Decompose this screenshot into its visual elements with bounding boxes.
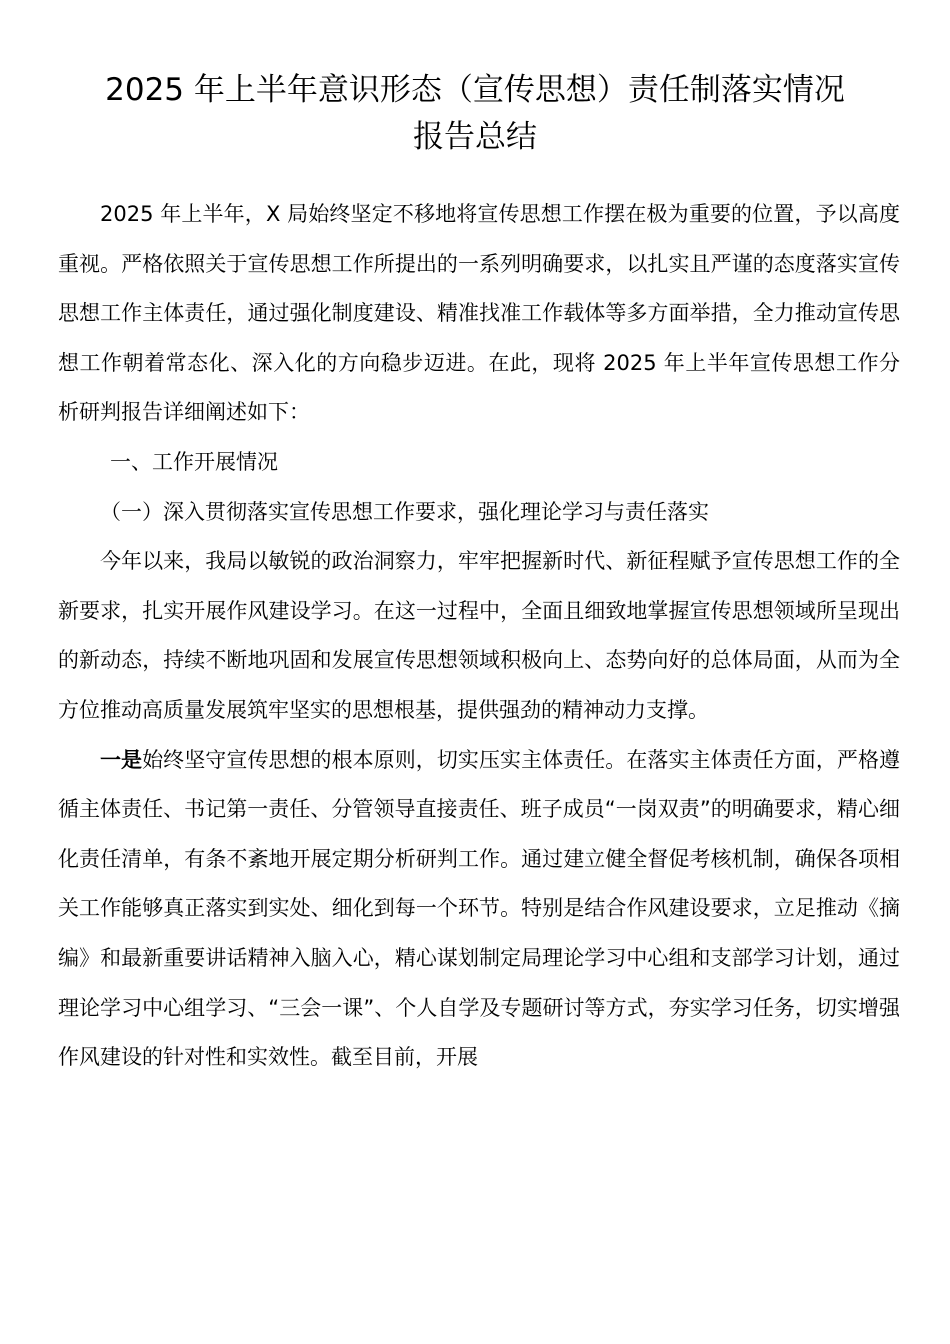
section-heading-1: 一、工作开展情况: [110, 449, 278, 474]
document-title-line1: 2025 年上半年意识形态（宣传思想）责任制落实情况: [105, 72, 845, 108]
document-title-line2: 报告总结: [413, 119, 537, 155]
subsection-heading-1: （一）深入贯彻落实宣传思想工作要求，强化理论学习与责任落实: [100, 499, 709, 524]
body-paragraph-2: [58, 736, 900, 1083]
body-paragraph-1: 今年以来，我局以敏锐的政治洞察力，牢牢把握新时代、新征程赋予宣传思想工作的全新要求，扎实开展作风建设学习。在这一过程中，全面且细致地掌握宣传思想领域所呈现出的新动态，持续不断地巩固和发展宣传思想领域积极向上、态势向好的总体局面，从而为全方位推动高质量发展筑牢坚实的思想根基，提供强劲的精神动力支撑。: [58, 549, 900, 722]
paragraph-2-text: 始终坚守宣传思想的根本原则，切实压实主体责任。在落实主体责任方面，严格遵循主体责任、书记第一责任、分管领导直接责任、班子成员“一岗双责”的明确要求，精心细化责任清单，有条不紊地开展定期分析研判工作。通过建立健全督促考核机制，确保各项相关工作能够真正落实到实处、细化到每一个环节。特别是结合作风建设要求，立足推动《摘编》和最新重要讲话精神入脑入心，精心谋划制定局理论学习中心组和支部学习计划，通过理论学习中心组学习、“三会一课”、个人自学及专题研讨等方式，夯实学习任务，切实增强作风建设的针对性和实效性。截至目前，开展: [58, 747, 900, 1070]
intro-paragraph: 2025 年上半年，X 局始终坚定不移地将宣传思想工作摆在极为重要的位置，予以高度重视。严格依照关于宣传思想工作所提出的一系列明确要求，以扎实且严谨的态度落实宣传思想工作主体责任，通过强化制度建设、精准找准工作载体等多方面举措，全力推动宣传思想工作朝着常态化、深入化的方向稳步迈进。在此，现将 2025 年上半年宣传思想工作分析研判报告详细阐述如下：: [58, 202, 900, 425]
paragraph-lead-marker: 一是: [100, 747, 143, 772]
document-body: [58, 190, 900, 1083]
